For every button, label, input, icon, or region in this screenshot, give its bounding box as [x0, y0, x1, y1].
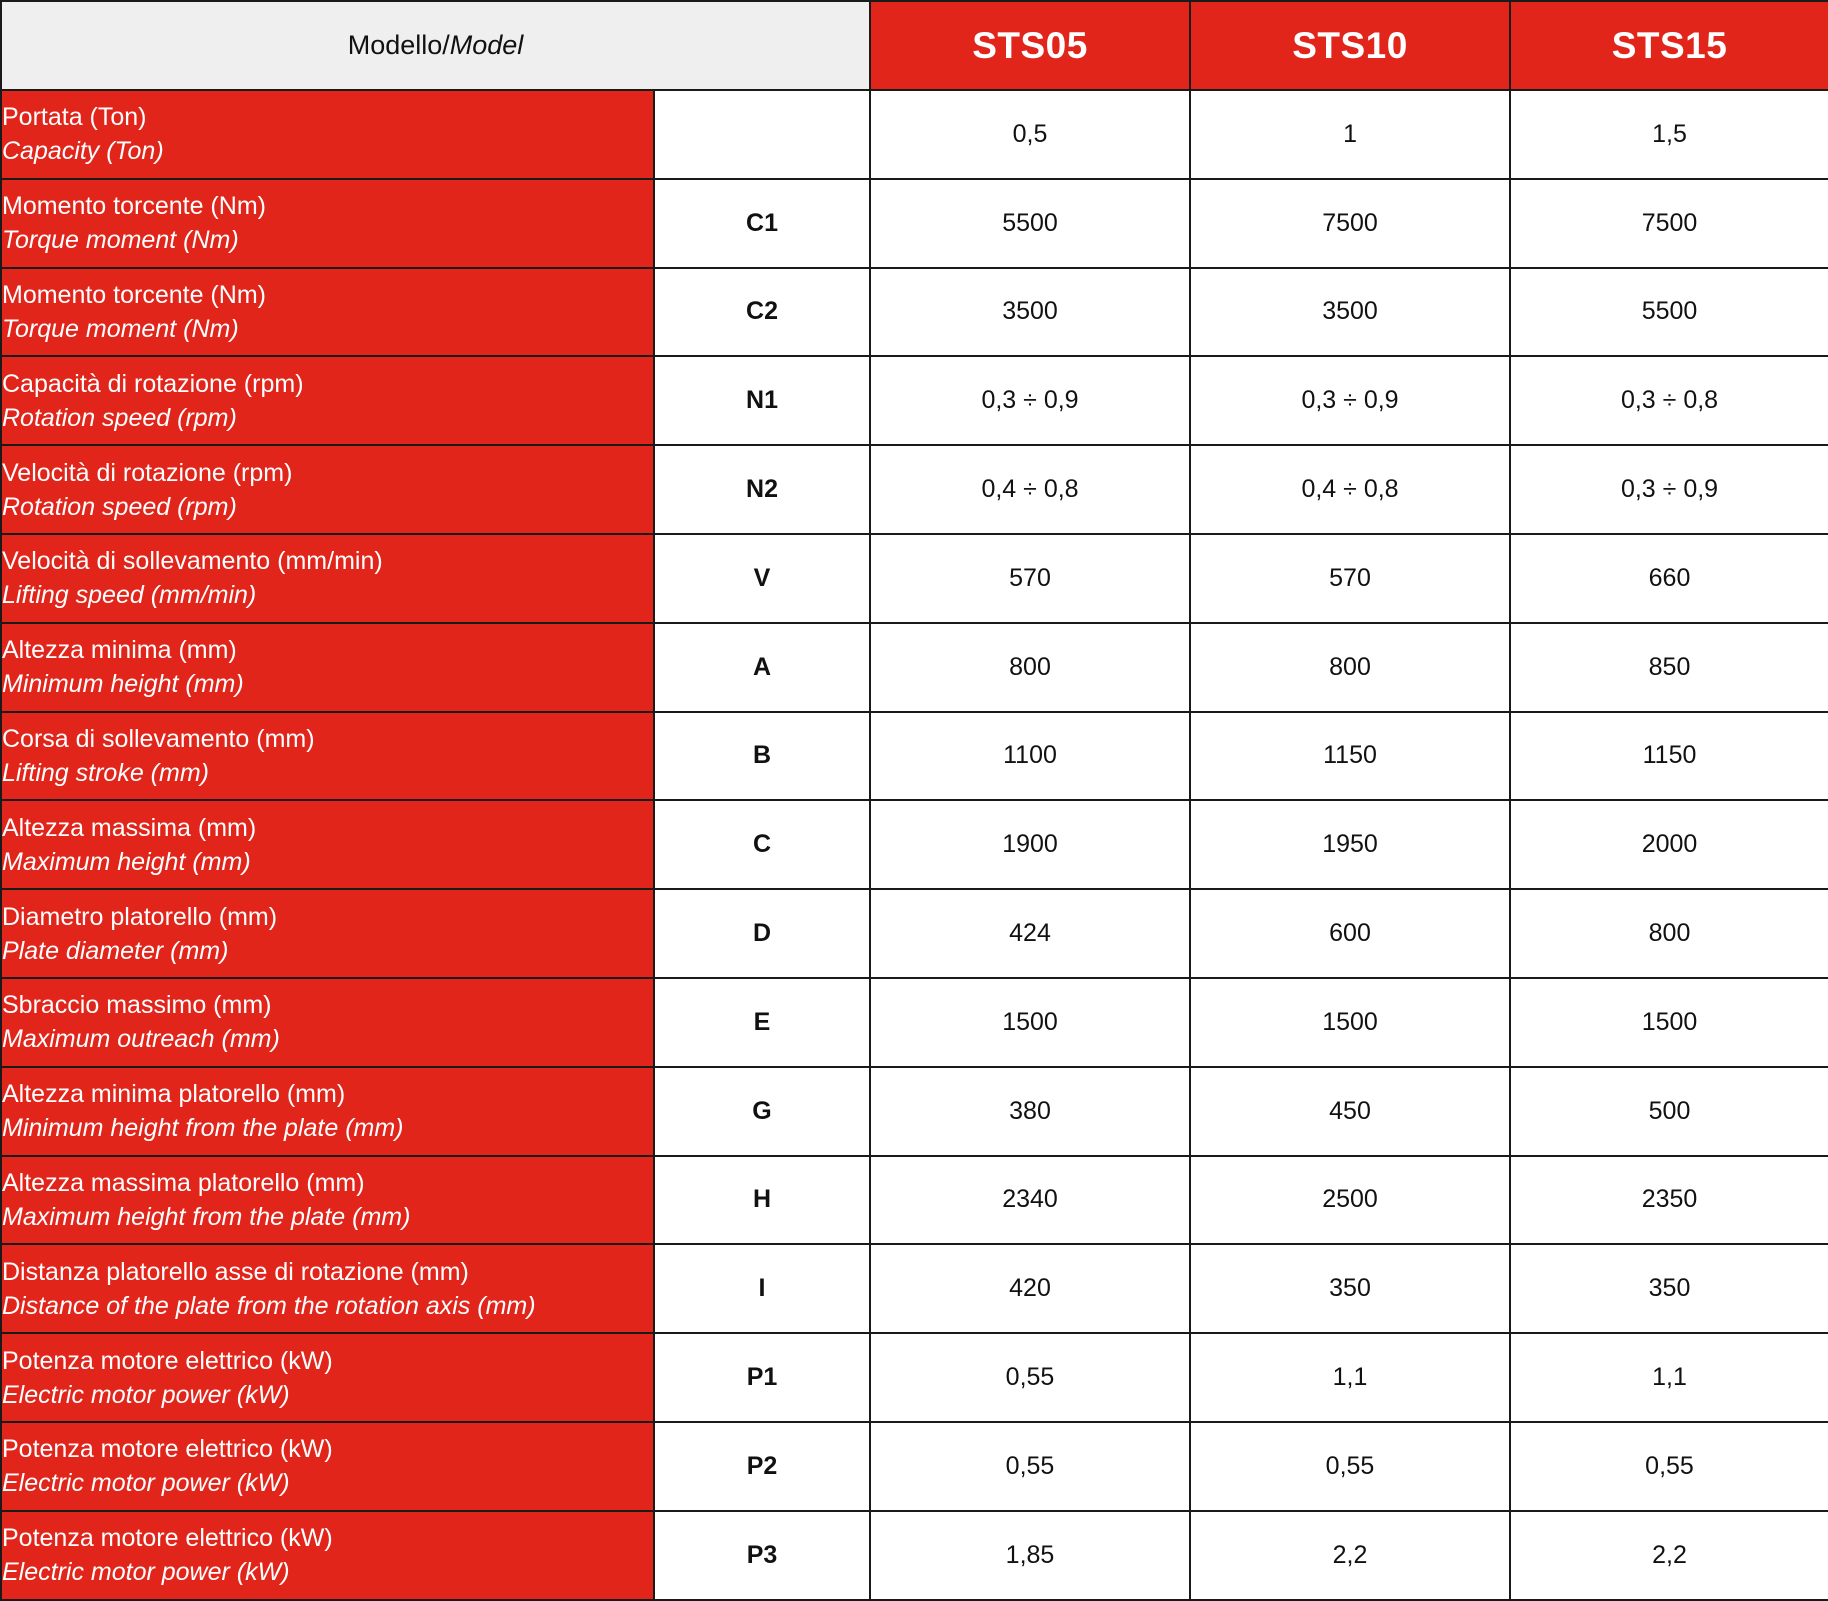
row-code: [654, 90, 870, 179]
table-row: [1, 1244, 1828, 1333]
row-label: [1, 356, 654, 445]
row-code: H: [654, 1156, 870, 1245]
table-row: [1, 1511, 1828, 1600]
row-label: [1, 1511, 654, 1600]
row-label: [1, 1422, 654, 1511]
table-row: [1, 1156, 1828, 1245]
value-cell-sts15: 0,55: [1510, 1422, 1828, 1511]
value-cell-sts15: 7500: [1510, 179, 1828, 268]
row-label-it: Altezza massima (mm): [2, 813, 257, 842]
row-code: B: [654, 712, 870, 801]
row-label-it: Sbraccio massimo (mm): [2, 991, 272, 1020]
value-cell-sts05: 1500: [870, 978, 1190, 1067]
row-label-it: Capacità di rotazione (rpm): [2, 369, 304, 398]
value-cell-sts15: 5500: [1510, 268, 1828, 357]
value-cell-sts05: 424: [870, 889, 1190, 978]
value-cell-sts05: 0,4 ÷ 0,8: [870, 445, 1190, 534]
value-cell-sts05: 5500: [870, 179, 1190, 268]
row-label: [1, 800, 654, 889]
value-cell-sts15: 350: [1510, 1244, 1828, 1333]
value-cell-sts15: 1150: [1510, 712, 1828, 801]
value-cell-sts15: 2000: [1510, 800, 1828, 889]
row-label: [1, 445, 654, 534]
model-header-sts15: STS15: [1510, 1, 1828, 90]
row-label-en: Maximum height (mm): [2, 847, 251, 876]
row-label-en: Rotation speed (rpm): [2, 403, 237, 432]
value-cell-sts15: 1,5: [1510, 90, 1828, 179]
value-cell-sts05: 1,85: [870, 1511, 1190, 1600]
row-label-en: Electric motor power (kW): [2, 1469, 290, 1498]
table-row: [1, 1067, 1828, 1156]
value-cell-sts05: 570: [870, 534, 1190, 623]
row-label-en: Minimum height from the plate (mm): [2, 1114, 404, 1143]
value-cell-sts10: 1150: [1190, 712, 1510, 801]
table-row: [1, 889, 1828, 978]
row-code: C1: [654, 179, 870, 268]
row-label-it: Altezza minima (mm): [2, 636, 237, 665]
value-cell-sts10: 800: [1190, 623, 1510, 712]
row-label-it: Altezza minima platorello (mm): [2, 1080, 346, 1109]
value-cell-sts10: 0,55: [1190, 1422, 1510, 1511]
model-header-sts10: STS10: [1190, 1, 1510, 90]
table-row: [1, 712, 1828, 801]
row-label: [1, 534, 654, 623]
row-code: V: [654, 534, 870, 623]
table-row: [1, 623, 1828, 712]
value-cell-sts10: 3500: [1190, 268, 1510, 357]
row-label: [1, 712, 654, 801]
value-cell-sts05: 2340: [870, 1156, 1190, 1245]
value-cell-sts10: 450: [1190, 1067, 1510, 1156]
row-label-it: Velocità di rotazione (rpm): [2, 458, 293, 487]
row-code: P2: [654, 1422, 870, 1511]
value-cell-sts05: 0,55: [870, 1333, 1190, 1422]
row-label-it: Velocità di sollevamento (mm/min): [2, 547, 383, 576]
row-label-en: Rotation speed (rpm): [2, 492, 237, 521]
row-label-en: Torque moment (Nm): [2, 314, 239, 343]
value-cell-sts15: 800: [1510, 889, 1828, 978]
table-row: [1, 268, 1828, 357]
row-label-it: Momento torcente (Nm): [2, 280, 266, 309]
row-label-en: Torque moment (Nm): [2, 226, 239, 255]
table-row: [1, 1422, 1828, 1511]
row-code: N2: [654, 445, 870, 534]
value-cell-sts15: 0,3 ÷ 0,9: [1510, 445, 1828, 534]
value-cell-sts15: 850: [1510, 623, 1828, 712]
row-label-en: Maximum outreach (mm): [2, 1025, 280, 1054]
value-cell-sts10: 1500: [1190, 978, 1510, 1067]
row-label: [1, 179, 654, 268]
table-row: [1, 1333, 1828, 1422]
value-cell-sts10: 1950: [1190, 800, 1510, 889]
model-title-cell: [1, 1, 870, 90]
value-cell-sts15: 500: [1510, 1067, 1828, 1156]
row-label-en: Electric motor power (kW): [2, 1380, 290, 1409]
table-row: [1, 800, 1828, 889]
model-label-en: Model: [449, 30, 524, 60]
value-cell-sts15: 1,1: [1510, 1333, 1828, 1422]
row-code: P1: [654, 1333, 870, 1422]
table-row: [1, 445, 1828, 534]
row-code: C: [654, 800, 870, 889]
row-code: I: [654, 1244, 870, 1333]
model-header-sts05: STS05: [870, 1, 1190, 90]
row-label: [1, 90, 654, 179]
row-label-it: Momento torcente (Nm): [2, 192, 266, 221]
row-label-it: Potenza motore elettrico (kW): [2, 1524, 333, 1553]
row-label-it: Altezza massima platorello (mm): [2, 1168, 365, 1197]
row-label: [1, 1244, 654, 1333]
row-label: [1, 978, 654, 1067]
row-label-en: Lifting stroke (mm): [2, 758, 209, 787]
value-cell-sts05: 1900: [870, 800, 1190, 889]
spec-body: [1, 90, 1828, 1600]
table-row: [1, 978, 1828, 1067]
value-cell-sts10: 0,3 ÷ 0,9: [1190, 356, 1510, 445]
row-label-it: Distanza platorello asse di rotazione (mm): [2, 1257, 469, 1286]
row-label: [1, 1067, 654, 1156]
value-cell-sts05: 0,55: [870, 1422, 1190, 1511]
row-label: [1, 623, 654, 712]
row-label-en: Distance of the plate from the rotation axis (mm): [2, 1291, 536, 1320]
value-cell-sts10: 2,2: [1190, 1511, 1510, 1600]
row-code: D: [654, 889, 870, 978]
model-label-it: Modello/: [347, 30, 450, 60]
value-cell-sts05: 0,5: [870, 90, 1190, 179]
table-row: [1, 534, 1828, 623]
row-label-en: Electric motor power (kW): [2, 1558, 290, 1587]
row-label-it: Portata (Ton): [2, 103, 147, 132]
value-cell-sts05: 800: [870, 623, 1190, 712]
row-label-it: Corsa di sollevamento (mm): [2, 724, 315, 753]
value-cell-sts15: 660: [1510, 534, 1828, 623]
row-label-it: Diametro platorello (mm): [2, 902, 278, 931]
value-cell-sts15: 1500: [1510, 978, 1828, 1067]
value-cell-sts05: 0,3 ÷ 0,9: [870, 356, 1190, 445]
row-label: [1, 1156, 654, 1245]
row-code: A: [654, 623, 870, 712]
row-label: [1, 1333, 654, 1422]
row-label-en: Plate diameter (mm): [2, 936, 229, 965]
row-label-en: Maximum height from the plate (mm): [2, 1202, 411, 1231]
row-label-en: Minimum height (mm): [2, 670, 244, 699]
value-cell-sts15: 0,3 ÷ 0,8: [1510, 356, 1828, 445]
value-cell-sts05: 1100: [870, 712, 1190, 801]
row-label-en: Capacity (Ton): [2, 137, 164, 166]
row-label: [1, 268, 654, 357]
value-cell-sts10: 7500: [1190, 179, 1510, 268]
row-code: G: [654, 1067, 870, 1156]
row-label: [1, 889, 654, 978]
value-cell-sts10: 570: [1190, 534, 1510, 623]
table-row: [1, 356, 1828, 445]
header-row: [1, 1, 1828, 90]
value-cell-sts05: 380: [870, 1067, 1190, 1156]
row-label-it: Potenza motore elettrico (kW): [2, 1346, 333, 1375]
row-label-en: Lifting speed (mm/min): [2, 581, 257, 610]
value-cell-sts05: 3500: [870, 268, 1190, 357]
row-code: N1: [654, 356, 870, 445]
row-label-it: Potenza motore elettrico (kW): [2, 1435, 333, 1464]
row-code: C2: [654, 268, 870, 357]
value-cell-sts10: 2500: [1190, 1156, 1510, 1245]
value-cell-sts15: 2350: [1510, 1156, 1828, 1245]
row-code: E: [654, 978, 870, 1067]
row-code: P3: [654, 1511, 870, 1600]
value-cell-sts10: 1,1: [1190, 1333, 1510, 1422]
value-cell-sts10: 1: [1190, 90, 1510, 179]
table-row: [1, 90, 1828, 179]
value-cell-sts15: 2,2: [1510, 1511, 1828, 1600]
value-cell-sts05: 420: [870, 1244, 1190, 1333]
value-cell-sts10: 0,4 ÷ 0,8: [1190, 445, 1510, 534]
value-cell-sts10: 350: [1190, 1244, 1510, 1333]
value-cell-sts10: 600: [1190, 889, 1510, 978]
table-row: [1, 179, 1828, 268]
